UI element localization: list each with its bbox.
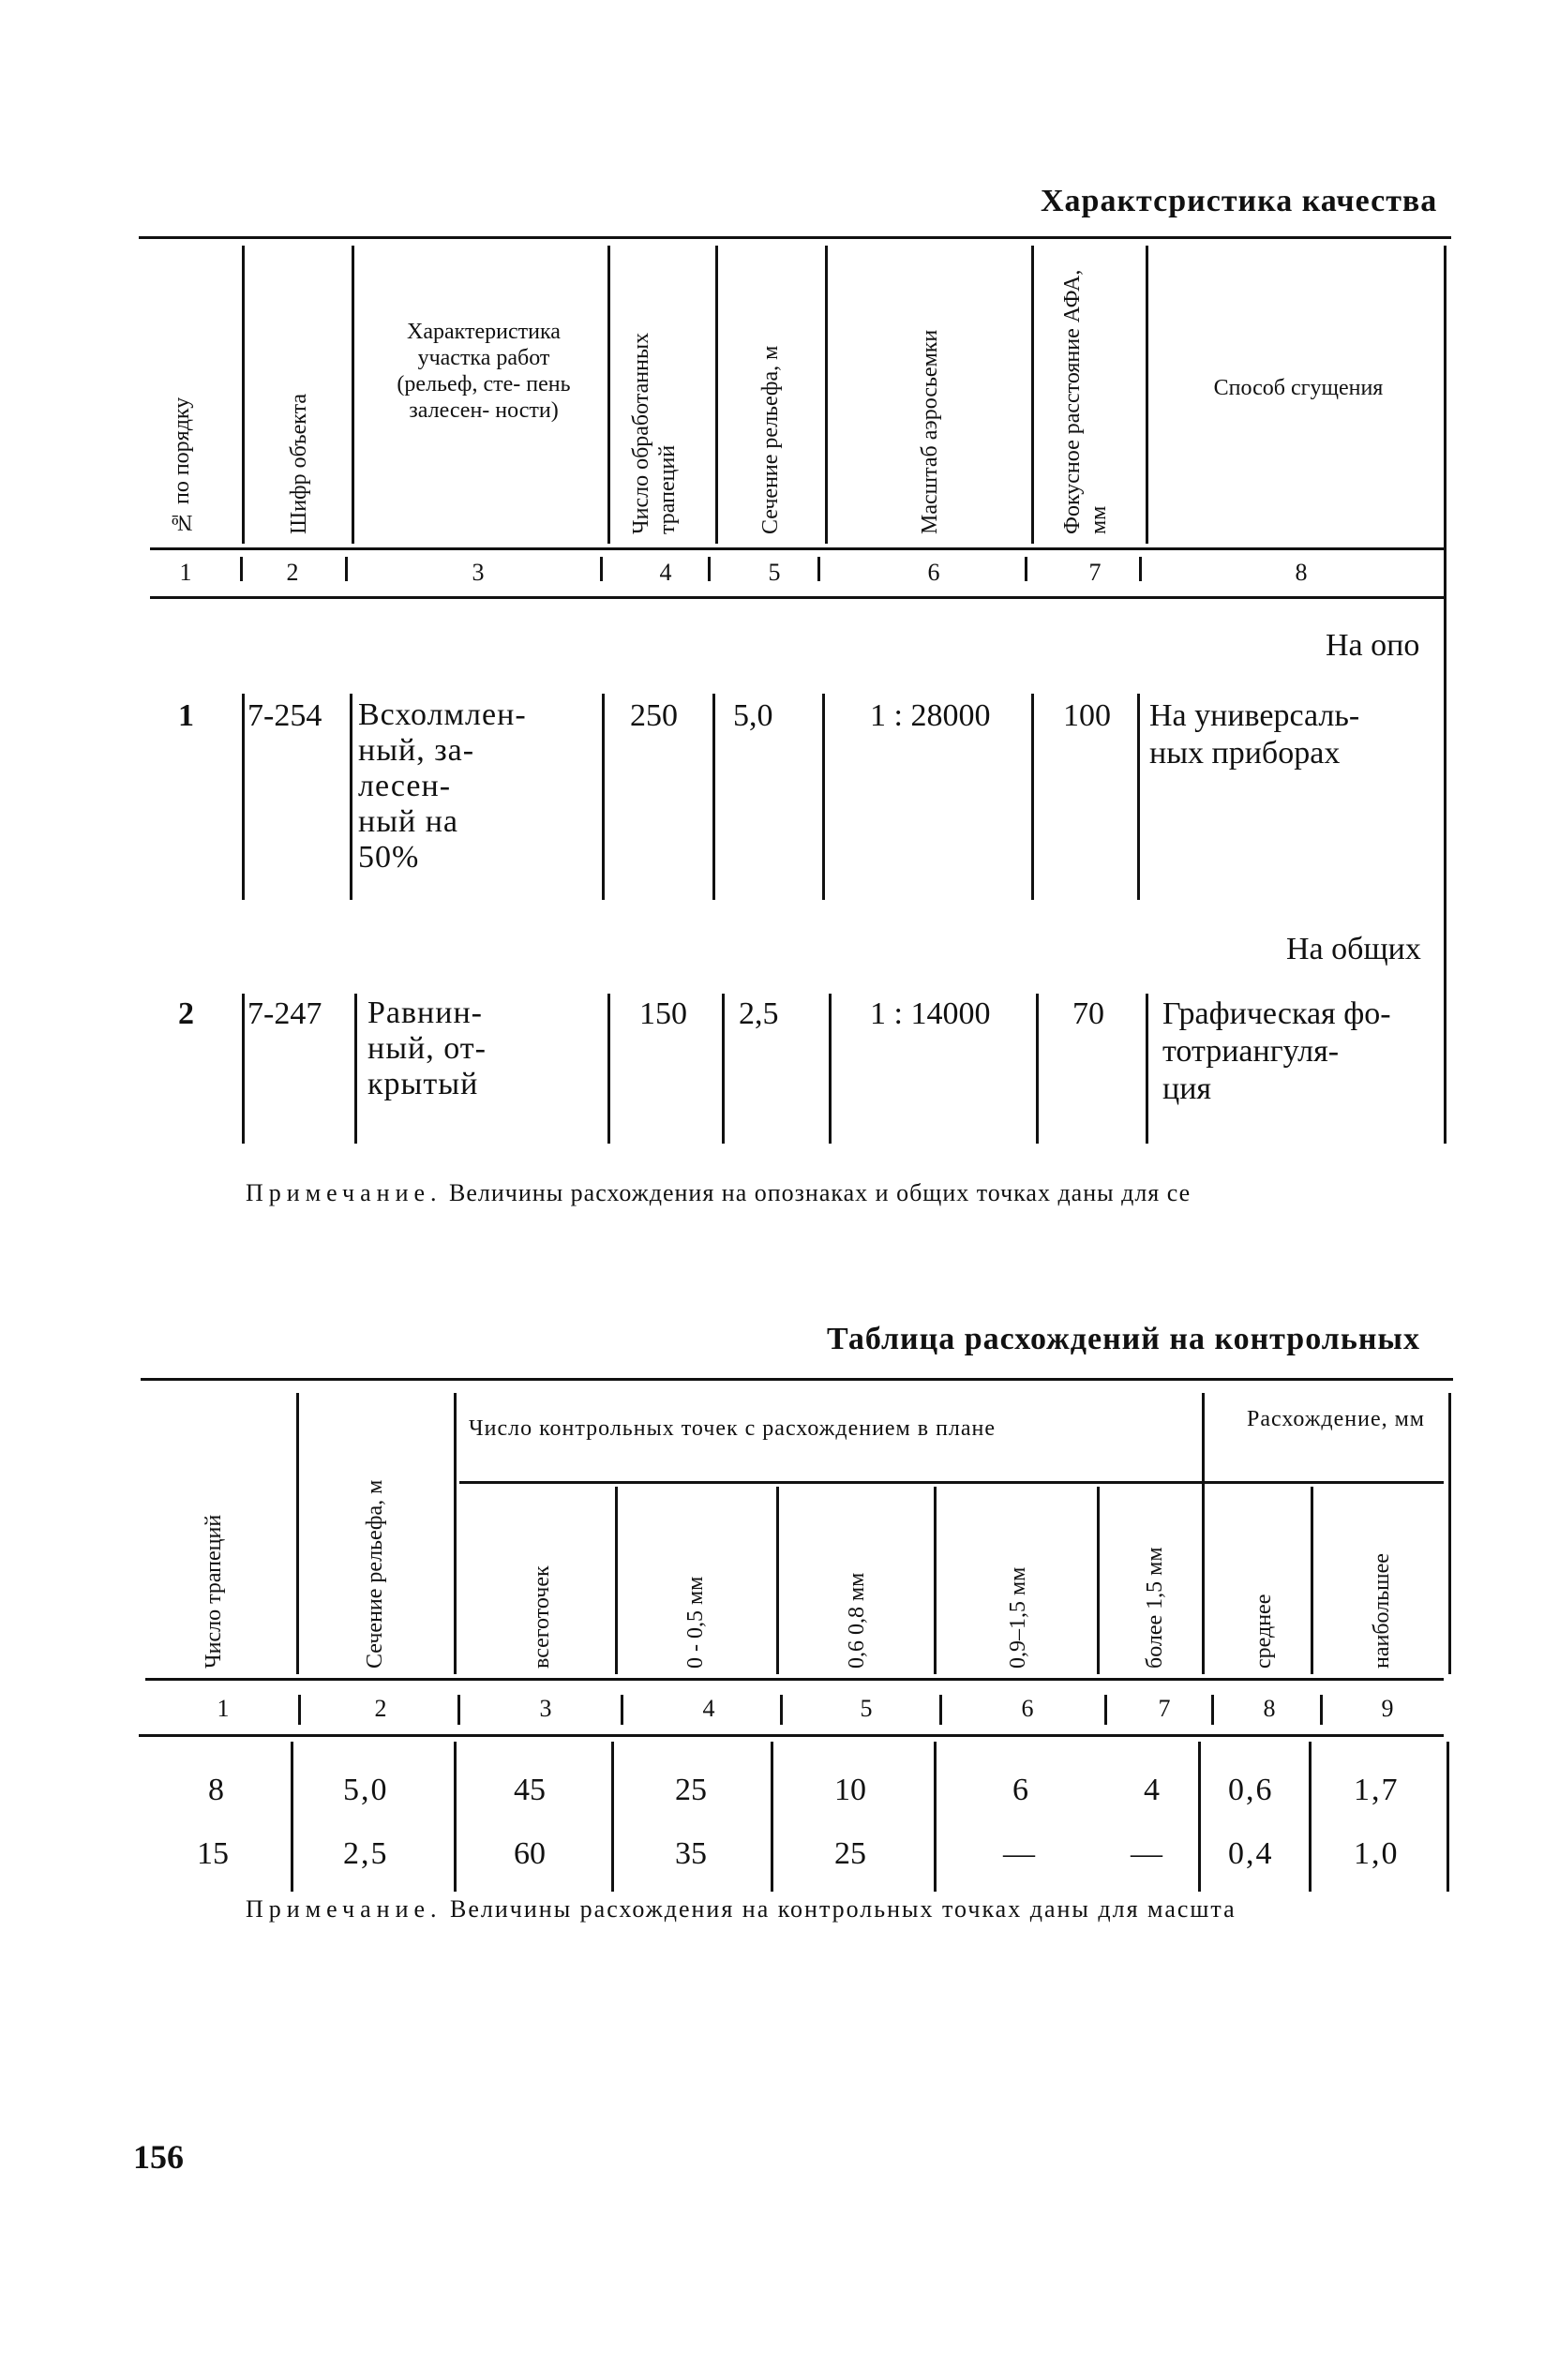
t2-row2-max: 1,0 [1354,1836,1400,1871]
t1-row1-terrain: Всхолмлен- ный, за- лесен- ный на 50% [358,697,527,875]
t1-colnum: 6 [927,559,940,586]
t1-colnum: 1 [179,559,192,586]
t1-colnum-tick [817,557,820,581]
t2-colnum: 7 [1158,1695,1171,1722]
t2-row1-r3: 6 [1012,1773,1028,1807]
t2-row-divider [454,1742,457,1892]
t1-colnum-tick [1139,557,1142,581]
t1-row2-scale: 1 : 14000 [870,996,991,1031]
t2-colnum-tick [1104,1695,1107,1725]
t1-row-divider [350,694,352,900]
t1-row-divider [242,694,245,900]
t1-section-label: На опо [1326,628,1420,663]
t1-header-focal: Фокусное расстояние АФА, мм [1060,269,1111,534]
t2-subdivider [934,1487,937,1674]
table2-top-rule [141,1378,1453,1381]
t2-colnum: 6 [1021,1695,1034,1722]
t1-row-divider [822,694,825,900]
t2-row1-trapezoids: 8 [208,1773,224,1807]
t2-colnum: 3 [539,1695,552,1722]
t2-row1-relief: 5,0 [343,1773,389,1807]
t2-divider [296,1393,299,1674]
t1-row2-terrain: Равнин- ный, от- крытый [367,995,487,1101]
t1-colnum-tick [240,557,243,581]
t2-header-rule [145,1678,1444,1681]
table2-title: Таблица расхождений на контрольных [827,1322,1420,1356]
t2-header-total: всеготочек [530,1565,554,1669]
t2-colnum-tick [939,1695,942,1725]
t1-row-divider [712,694,715,900]
t1-row-divider [829,994,832,1144]
t1-note-label: Примечание. [246,1179,442,1206]
t2-subdivider [1097,1487,1100,1674]
t1-divider [242,246,245,544]
t2-header-r1: 0 - 0,5 мм [683,1576,708,1669]
t2-colnum-tick [1211,1695,1214,1725]
t1-note [246,1179,1191,1207]
t1-row-divider [1036,994,1039,1144]
t2-subdivider [1311,1487,1313,1674]
table1-title: Характсристика качества [1041,184,1438,218]
t2-colnum-rule [139,1734,1444,1737]
t2-row2-total: 60 [514,1836,546,1871]
t1-row-divider [1137,694,1140,900]
t2-subdivider [776,1487,779,1674]
t1-divider [715,246,718,544]
t2-colnum: 8 [1263,1695,1276,1722]
t2-colnum-tick [621,1695,623,1725]
t2-row2-r3: — [1003,1836,1035,1871]
t2-row2-r1: 35 [675,1836,707,1871]
t2-row2-r4: — [1131,1836,1162,1871]
t1-header-scale: Масштаб аэросьемки [918,329,942,534]
t2-row-divider [1447,1742,1449,1892]
t2-divider [454,1393,457,1674]
t1-row-divider [242,994,245,1144]
t1-row-divider [722,994,725,1144]
t2-header-max: наибольшее [1370,1553,1394,1669]
t1-divider [825,246,828,544]
t2-row1-max: 1,7 [1354,1773,1400,1807]
t1-divider [1444,246,1447,544]
t1-note-text: Величины расхождения на опознаках и общих точках даны для се [449,1179,1192,1206]
t1-header-method: Способ сгущения [1213,376,1384,400]
t2-row-divider [611,1742,614,1892]
t2-header-relief: Сечение рельефа, м [363,1479,387,1669]
t2-row2-relief: 2,5 [343,1836,389,1871]
page-number: 156 [133,2138,184,2176]
t1-header-order: № по порядку [170,397,194,534]
t1-row1-code: 7-254 [247,698,322,733]
t1-row2-count: 150 [639,996,687,1031]
t1-colnum: 7 [1088,559,1102,586]
t2-row2-trapezoids: 15 [197,1836,229,1871]
t1-header-rule [150,547,1444,550]
t2-row1-r4: 4 [1144,1773,1160,1807]
t1-colnum-tick [708,557,711,581]
t1-colnum-tick [600,557,603,581]
t1-row2-method: Графическая фо- тотриангуля- ция [1162,996,1391,1106]
t1-divider [607,246,610,544]
t2-row1-r2: 10 [834,1773,866,1807]
t2-colnum-tick [457,1695,460,1725]
t1-colnum: 4 [659,559,672,586]
t1-row-divider [602,694,605,900]
t1-row1-method: На универсаль- ных приборах [1149,698,1360,771]
t1-row-divider [354,994,357,1144]
t1-row2-relief: 2,5 [739,996,779,1031]
t2-colnum-tick [1320,1695,1323,1725]
t2-row-divider [291,1742,293,1892]
table1-top-rule [139,236,1451,239]
t1-row1-scale: 1 : 28000 [870,698,991,733]
t1-section-label: На общих [1286,932,1421,966]
t2-colnum: 2 [374,1695,387,1722]
t1-header-relief: Сечение рельефа, м [758,345,783,534]
t1-colnum: 5 [768,559,781,586]
t1-colnum-tick [345,557,348,581]
t1-header-code: Шифр объекта [287,393,311,534]
t1-divider [1146,246,1148,544]
t2-row-divider [934,1742,937,1892]
t2-subdivider [615,1487,618,1674]
t2-colnum: 1 [217,1695,230,1722]
t2-row-divider [1198,1742,1201,1892]
t1-row-divider [1031,694,1034,900]
t1-colnum: 8 [1295,559,1308,586]
t1-row-divider [607,994,610,1144]
t1-row2-focal: 70 [1072,996,1104,1031]
t2-colnum: 5 [860,1695,873,1722]
t2-group-points: Число контрольных точек с расхождением в плане [469,1416,997,1441]
t2-note-label: Примечание. [246,1895,442,1923]
t2-group-diff: Расхождение, мм [1247,1407,1425,1431]
t2-header-r4: более 1,5 мм [1143,1547,1167,1669]
t2-colnum-tick [298,1695,301,1725]
t2-divider [1202,1393,1205,1674]
t2-divider [1448,1393,1451,1674]
t2-header-trapezoids: Число трапеций [202,1514,226,1669]
t2-subheader-rule [459,1481,1444,1484]
t2-row-divider [1309,1742,1312,1892]
t2-header-avg: среднее [1252,1594,1276,1669]
t1-row1-relief: 5,0 [733,698,773,733]
t2-row2-r2: 25 [834,1836,866,1871]
t1-divider [1031,246,1034,544]
t1-colnum: 2 [286,559,299,586]
t2-row2-avg: 0,4 [1228,1836,1274,1871]
t2-row-divider [771,1742,773,1892]
t2-colnum-tick [780,1695,783,1725]
t1-colnum-rule [150,596,1444,599]
t1-header-count: Число обработанных трапеций [629,332,680,534]
t1-right-border [1444,544,1447,1144]
t1-colnum-tick [1025,557,1027,581]
t2-colnum: 9 [1381,1695,1394,1722]
t1-row2-n: 2 [178,996,194,1031]
t1-header-terrain: Характеристика участка работ (рельеф, сте- пень залесен- ности) [397,320,571,423]
t2-note [246,1895,1237,1923]
t1-row-divider [1146,994,1148,1144]
t2-note-text: Величины расхождения на контрольных точках даны для масшта [450,1895,1237,1923]
t1-row2-code: 7-247 [247,996,322,1031]
t2-header-r2: 0,6 0,8 мм [845,1572,869,1669]
t2-row1-r1: 25 [675,1773,707,1807]
t1-row1-focal: 100 [1063,698,1111,733]
t1-row1-count: 250 [630,698,678,733]
t2-row1-total: 45 [514,1773,546,1807]
t2-header-r3: 0,9–1,5 мм [1006,1566,1030,1669]
t1-divider [352,246,354,544]
t1-row1-n: 1 [178,698,194,733]
t1-colnum: 3 [472,559,485,586]
t2-row1-avg: 0,6 [1228,1773,1274,1807]
t2-colnum: 4 [702,1695,715,1722]
